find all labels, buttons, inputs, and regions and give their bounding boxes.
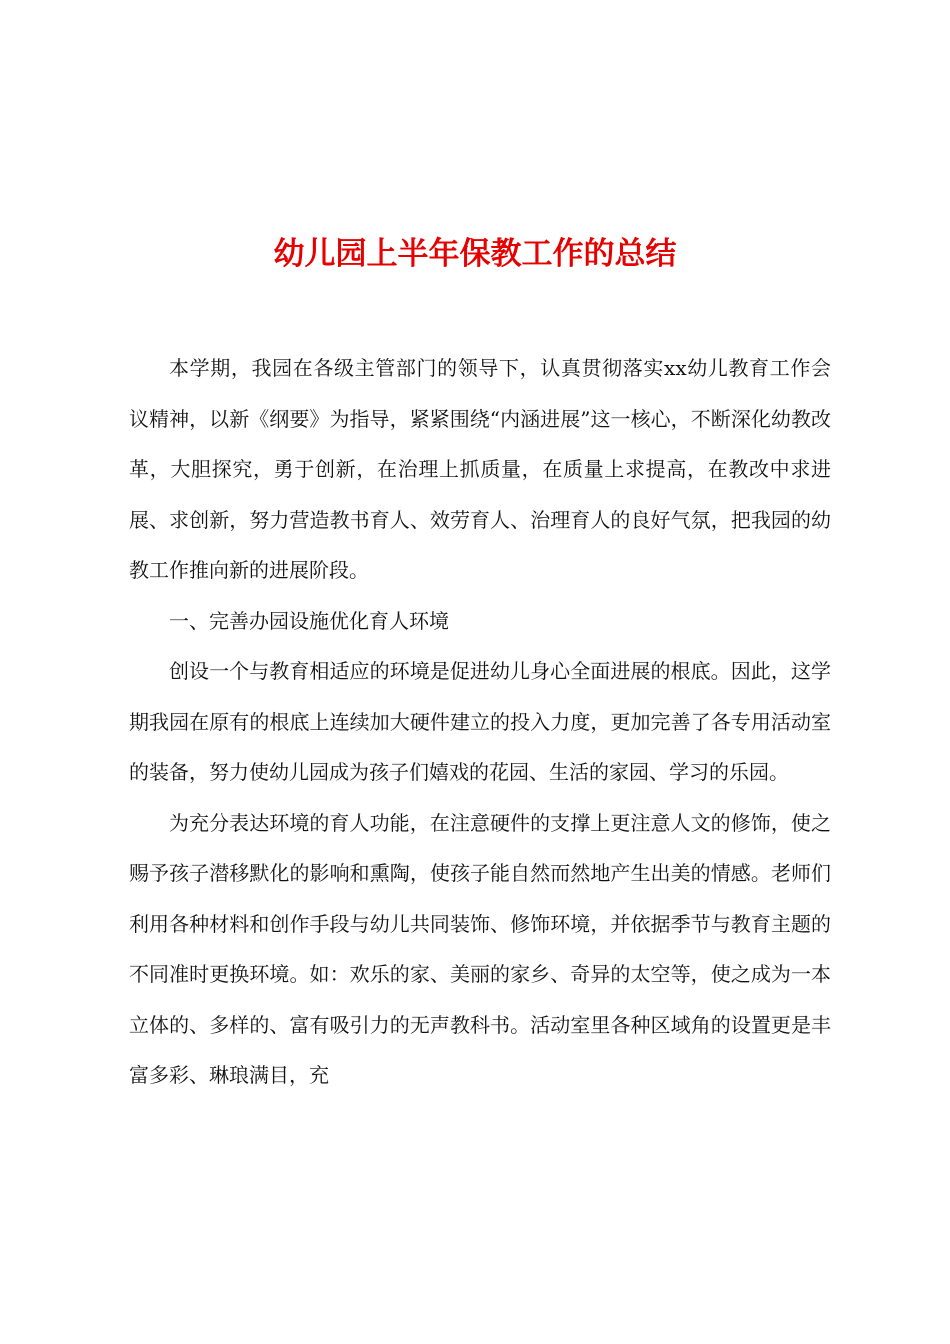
- section-heading-1: 一、完善办园设施优化育人环境: [169, 608, 449, 633]
- paragraph-intro: 本学期，我园在各级主管部门的领导下，认真贯彻落实xx幼儿教育工作会议精神，以新《纲要》为指导，紧紧围绕“内涵进展”这一核心，不断深化幼教改革，大胆探究，勇于创新，在治理上抓质量，在质量上求提高，在教改中求进展、求创新，努力营造教书育人、效劳育人、治理育人的良好气氛，把我园的幼教工作推向新的进展阶段。: [129, 356, 831, 582]
- document-title: 幼儿园上半年保教工作的总结: [273, 235, 677, 272]
- document-body: [129, 343, 831, 1101]
- paragraph-decoration: 为充分表达环境的育人功能，在注意硬件的支撑上更注意人文的修饰，使之赐予孩子潜移默化的影响和熏陶，使孩子能自然而然地产生出美的情感。老师们利用各种材料和创作手段与幼儿共同装饰、修饰环境，并依据季节与教育主题的不同准时更换环境。如：欢乐的家、美丽的家乡、奇异的太空等，使之成为一本立体的、多样的、富有吸引力的无声教科书。活动室里各种区域角的设置更是丰富多彩、琳琅满目，充: [129, 810, 831, 1087]
- paragraph-environment: 创设一个与教育相适应的环境是促进幼儿身心全面进展的根底。因此，这学期我园在原有的根底上连续加大硬件建立的投入力度，更加完善了各专用活动室的装备，努力使幼儿园成为孩子们嬉戏的花园、生活的家园、学习的乐园。: [129, 659, 831, 784]
